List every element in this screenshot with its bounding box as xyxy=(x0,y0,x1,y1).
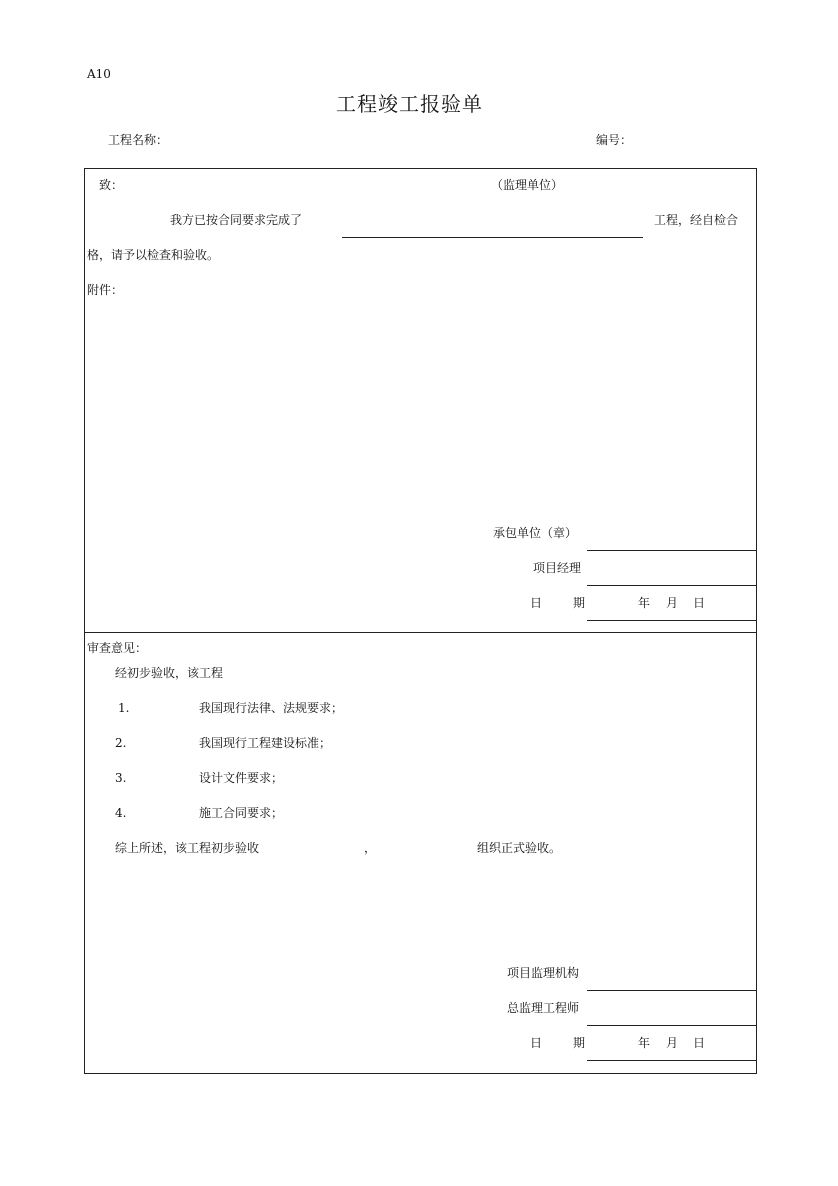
date-day: 日 xyxy=(693,596,706,610)
date-label-day: 日 xyxy=(530,1036,543,1050)
item-text: 我国现行工程建设标准； xyxy=(199,736,332,750)
page-title: 工程竣工报验单 xyxy=(336,92,483,116)
project-name-label: 工程名称： xyxy=(108,133,169,147)
contractor-fill-line[interactable] xyxy=(587,550,757,551)
contractor-label: 承包单位（章） xyxy=(493,526,578,540)
date-year: 年 xyxy=(638,596,651,610)
date-day: 日 xyxy=(693,1036,706,1050)
review-intro: 经初步验收，该工程 xyxy=(115,666,224,680)
manager-fill-line[interactable] xyxy=(587,585,757,586)
date-label-period: 期 xyxy=(573,596,586,610)
number-label: 编号： xyxy=(596,133,633,147)
date-month: 月 xyxy=(666,1036,679,1050)
date-month: 月 xyxy=(666,596,679,610)
supervision-org-label: 项目监理机构 xyxy=(507,966,580,980)
form-code: A10 xyxy=(87,67,111,81)
chief-engineer-label: 总监理工程师 xyxy=(507,1001,580,1015)
date-label-period: 期 xyxy=(573,1036,586,1050)
item-number: 1. xyxy=(118,701,130,715)
date-fill-line[interactable] xyxy=(587,620,757,621)
chief-fill-line[interactable] xyxy=(587,1025,757,1026)
item-text: 我国现行法律、法规要求； xyxy=(199,701,344,715)
statement-end: 格，请予以检查和验收。 xyxy=(87,248,220,262)
item-number: 3. xyxy=(115,771,127,785)
statement-middle: 工程，经自检合 xyxy=(654,213,739,227)
summary-end: 组织正式验收。 xyxy=(477,841,562,855)
project-fill-line[interactable] xyxy=(342,237,643,238)
date-label-day: 日 xyxy=(530,596,543,610)
item-text: 施工合同要求； xyxy=(199,806,284,820)
attachment-label: 附件： xyxy=(87,283,124,297)
supervisor-unit-label: （监理单位） xyxy=(491,178,564,192)
item-number: 4. xyxy=(115,806,127,820)
item-number: 2. xyxy=(115,736,127,750)
date-year: 年 xyxy=(638,1036,651,1050)
item-text: 设计文件要求； xyxy=(199,771,284,785)
manager-label: 项目经理 xyxy=(533,561,582,575)
summary-start: 综上所述，该工程初步验收 xyxy=(115,841,260,855)
statement-start: 我方已按合同要求完成了 xyxy=(170,213,303,227)
review-label: 审查意见： xyxy=(87,641,148,655)
summary-comma: ， xyxy=(364,841,377,855)
org-fill-line[interactable] xyxy=(587,990,757,991)
to-label: 致： xyxy=(99,178,124,192)
date-fill-line[interactable] xyxy=(587,1060,757,1061)
